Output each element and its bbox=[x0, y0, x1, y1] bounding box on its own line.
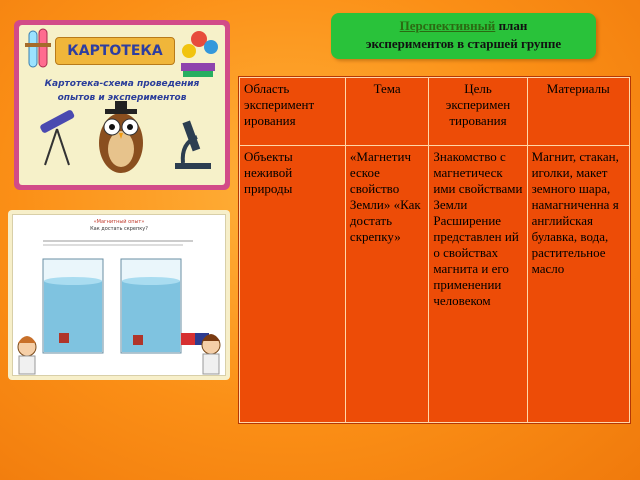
kartoteka-subtitle bbox=[23, 77, 221, 105]
cell-materials: Магнит, стакан, иголки, макет земного шара, намагниченна я английская булавка, вода, растительное масло bbox=[527, 146, 629, 423]
microscope-icon bbox=[175, 120, 211, 169]
table-row bbox=[240, 146, 630, 423]
kartoteka-banner: КАРТОТЕКА bbox=[55, 37, 175, 65]
title-highlight-link[interactable]: Перспективный bbox=[399, 18, 496, 33]
plan-table bbox=[239, 77, 630, 423]
kartoteka-card-inner bbox=[19, 25, 225, 185]
child-figure-icon bbox=[202, 334, 220, 374]
experiment-plan-table bbox=[238, 76, 631, 424]
cell-topic: «Магнетич еское свойство Земли» «Как достать скрепку» bbox=[345, 146, 428, 423]
photo-caption: Как достать скрепку? bbox=[90, 226, 148, 232]
cell-area: Объекты неживой природы bbox=[240, 146, 346, 423]
header-goal: Цель эксперимен тирования bbox=[429, 78, 527, 146]
books-icon bbox=[181, 63, 215, 71]
experiment-photo-inner bbox=[12, 214, 226, 376]
experiment-photo bbox=[8, 210, 230, 380]
kartoteka-subtitle-line1: Картотека-схема проведения bbox=[44, 79, 200, 89]
kartoteka-subtitle-line2: опытов и экспериментов bbox=[57, 93, 187, 103]
cell-goal: Знакомство с магнетическ ими свойствами Земли Расширение представлен ий о свойствах магнита и его применении человеком bbox=[429, 146, 527, 423]
slide-title bbox=[331, 13, 596, 59]
kartoteka-card bbox=[14, 20, 230, 190]
test-tube-icon bbox=[29, 31, 37, 67]
header-materials: Материалы bbox=[527, 78, 629, 146]
title-line1-rest: план bbox=[495, 18, 528, 33]
water-glass-icon bbox=[121, 259, 181, 353]
telescope-icon bbox=[39, 109, 75, 165]
water-glass-icon bbox=[43, 259, 103, 353]
photo-illustration bbox=[13, 215, 225, 375]
owl-icon bbox=[99, 101, 143, 173]
test-tube-icon bbox=[39, 29, 47, 67]
title-line2: экспериментов в старшей группе bbox=[365, 36, 562, 51]
header-topic: Тема bbox=[345, 78, 428, 146]
balloon-icon bbox=[204, 40, 218, 54]
table-header-row bbox=[240, 78, 630, 146]
photo-heading: «Магнитный опыт» bbox=[93, 219, 145, 225]
header-area: Область эксперимент ирования bbox=[240, 78, 346, 146]
balloon-icon bbox=[182, 44, 196, 58]
child-figure-icon bbox=[18, 336, 36, 374]
